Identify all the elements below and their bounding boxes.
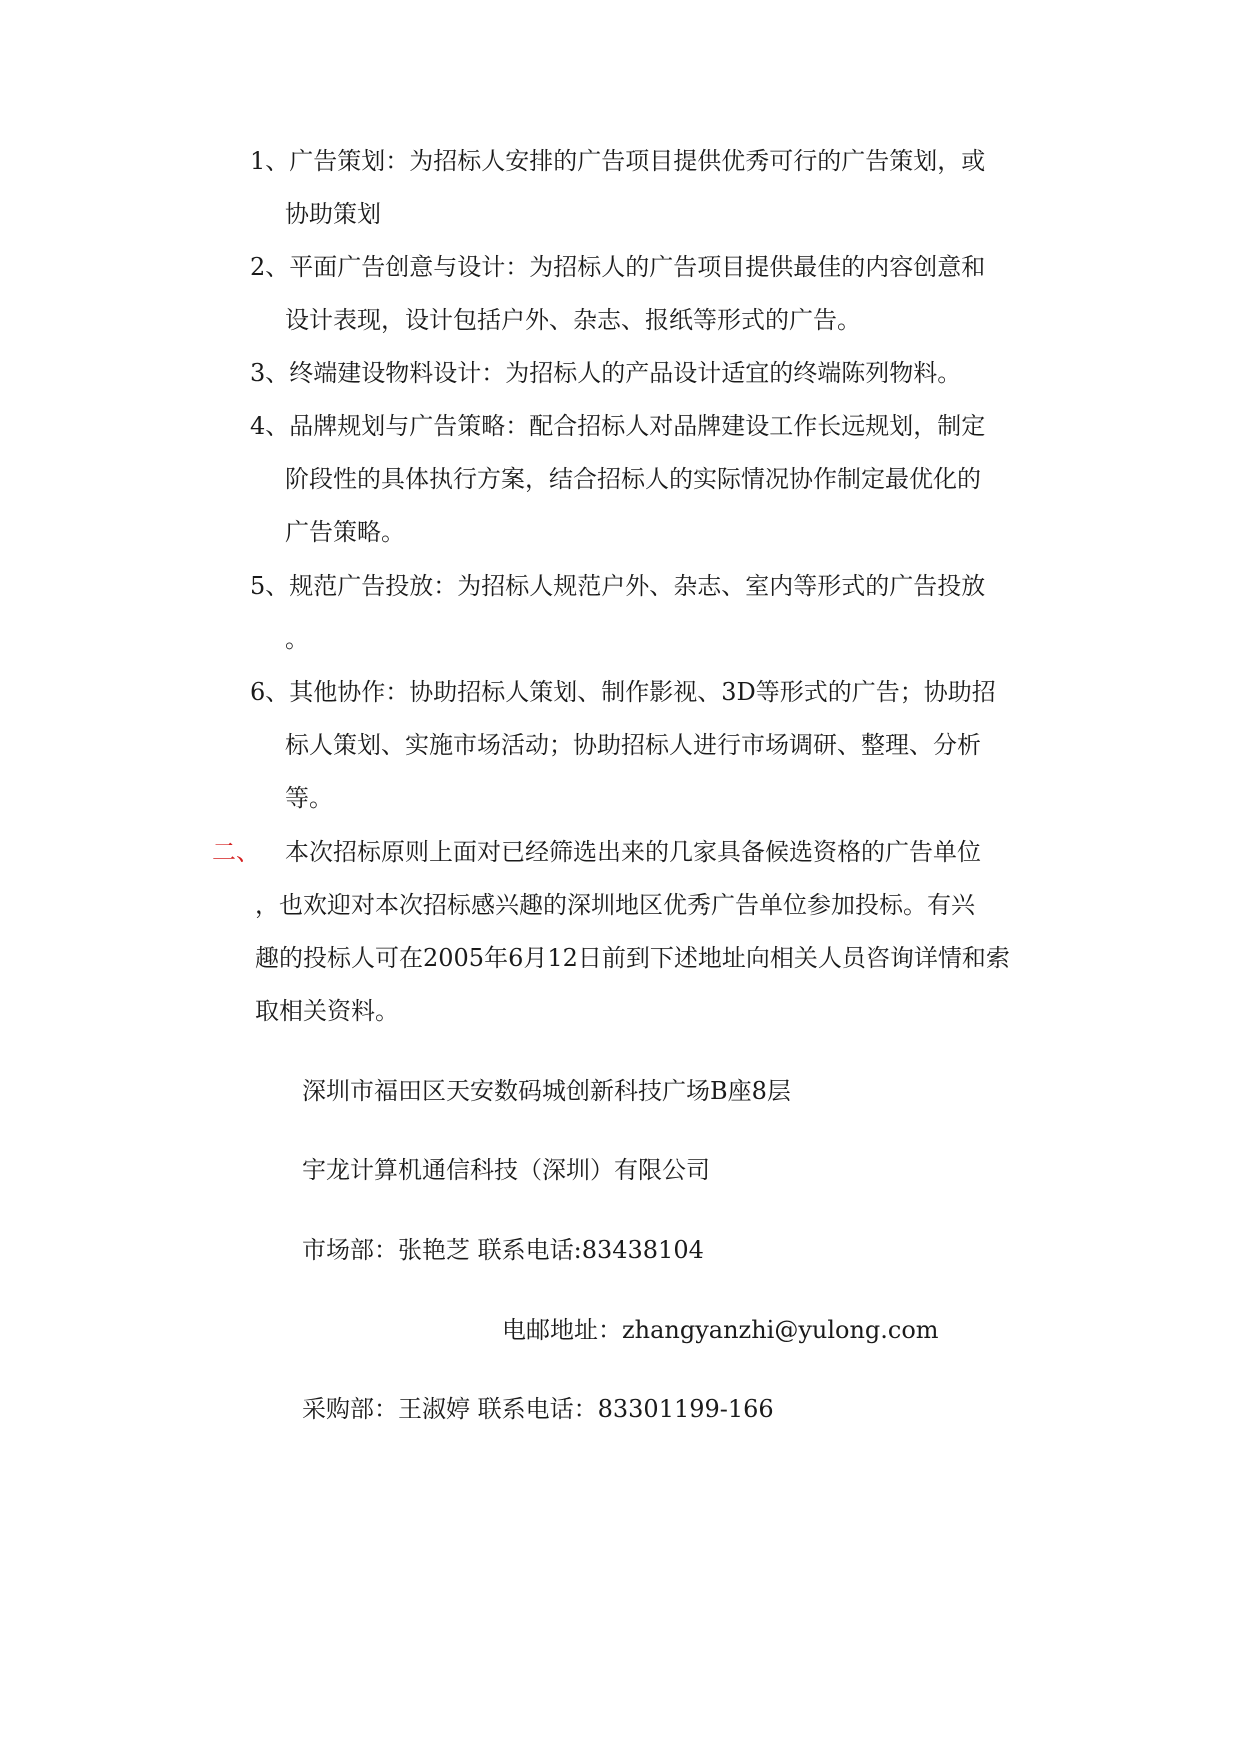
section-2-line-4: 取相关资料。 xyxy=(255,997,399,1025)
item-2-number: 2、 xyxy=(250,253,290,281)
contact-email: 电邮地址：zhangyanzhi@yulong.com xyxy=(502,1316,939,1344)
item-2-line-1 xyxy=(250,252,985,282)
item-6-line-1 xyxy=(250,677,996,707)
item-5-line-1 xyxy=(250,571,985,601)
item-6-text: 其他协作：协助招标人策划、制作影视、3D等形式的广告；协助招 xyxy=(289,678,996,706)
contact-purchasing: 采购部：王淑婷 联系电话：83301199-166 xyxy=(302,1395,774,1423)
item-1-line-1 xyxy=(250,146,985,176)
item-6-line-3: 等。 xyxy=(285,784,333,812)
item-1-text: 广告策划：为招标人安排的广告项目提供优秀可行的广告策划，或 xyxy=(289,147,986,175)
item-1-number: 1、 xyxy=(250,147,290,175)
item-4-number: 4、 xyxy=(250,412,290,440)
item-3-text: 终端建设物料设计：为招标人的产品设计适宜的终端陈列物料。 xyxy=(289,359,962,387)
section-2-line-3: 趣的投标人可在2005年6月12日前到下述地址向相关人员咨询详情和索 xyxy=(255,944,1010,972)
item-1-line-2: 协助策划 xyxy=(285,200,381,228)
item-6-line-2: 标人策划、实施市场活动；协助招标人进行市场调研、整理、分析 xyxy=(285,731,981,759)
contact-company: 宇龙计算机通信科技（深圳）有限公司 xyxy=(302,1156,710,1184)
item-4-line-2: 阶段性的具体执行方案，结合招标人的实际情况协作制定最优化的 xyxy=(285,465,981,493)
item-6-number: 6、 xyxy=(250,678,290,706)
item-5-line-2: 。 xyxy=(285,625,309,653)
item-3-line-1 xyxy=(250,358,961,388)
item-5-number: 5、 xyxy=(250,572,290,600)
item-5-text: 规范广告投放：为招标人规范户外、杂志、室内等形式的广告投放 xyxy=(289,572,986,600)
item-2-line-2: 设计表现，设计包括户外、杂志、报纸等形式的广告。 xyxy=(285,306,861,334)
section-2-line-1: 本次招标原则上面对已经筛选出来的几家具备候选资格的广告单位 xyxy=(285,838,981,866)
item-4-line-3: 广告策略。 xyxy=(285,518,405,546)
item-4-text: 品牌规划与广告策略：配合招标人对品牌建设工作长远规划，制定 xyxy=(289,412,986,440)
item-4-line-1 xyxy=(250,411,985,441)
contact-marketing: 市场部：张艳芝 联系电话:83438104 xyxy=(302,1236,704,1264)
item-3-number: 3、 xyxy=(250,359,290,387)
section-2-marker: 二、 xyxy=(212,838,260,866)
item-2-text: 平面广告创意与设计：为招标人的广告项目提供最佳的内容创意和 xyxy=(289,253,986,281)
section-2-line-2: ，也欢迎对本次招标感兴趣的深圳地区优秀广告单位参加投标。有兴 xyxy=(255,891,975,919)
contact-address: 深圳市福田区天安数码城创新科技广场B座8层 xyxy=(302,1077,791,1105)
